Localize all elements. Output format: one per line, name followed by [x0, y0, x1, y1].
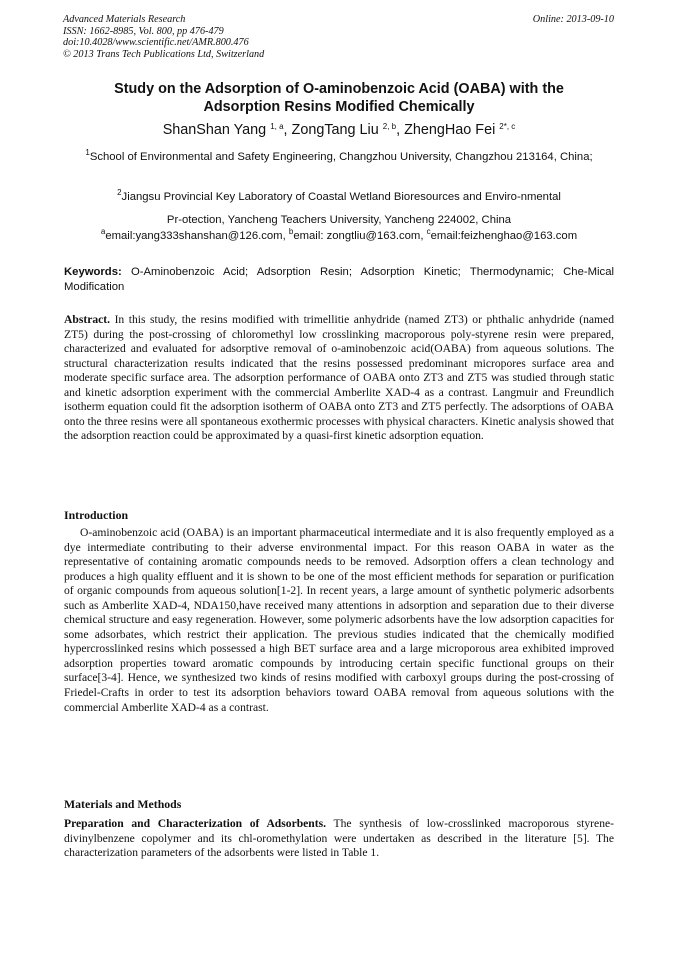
email-superscript: a [100, 227, 106, 236]
author-separator: , [396, 122, 405, 138]
preparation-paragraph [64, 817, 614, 861]
email-superscript: c [426, 227, 431, 236]
affiliation-superscript: 1 [85, 148, 90, 157]
email-text: email: zongtliu@163.com, [293, 230, 427, 242]
affiliation-text: Jiangsu Provincial Key Laboratory of Coastal Wetland Bioresources and Enviro-nmental [121, 191, 561, 203]
preparation-subheading: Preparation and Characterization of Adsorbents. [64, 817, 327, 830]
author-superscript: 2, b [382, 122, 397, 131]
email-list [50, 229, 628, 243]
materials-heading: Materials and Methods [64, 797, 182, 811]
journal-header [63, 14, 264, 60]
online-date: Online: 2013-09-10 [532, 14, 614, 25]
author-superscript: 1, a [270, 122, 284, 131]
abstract-paragraph [64, 313, 614, 444]
author-separator: , [283, 122, 292, 138]
affiliation-2 [64, 186, 614, 232]
author-list [50, 121, 628, 139]
abstract-label: Abstract. [64, 313, 111, 326]
author-name: ShanShan Yang [162, 122, 267, 138]
email-superscript: b [288, 227, 294, 236]
title-line-2: Adsorption Resins Modified Chemically [203, 98, 475, 115]
keywords-paragraph [64, 265, 614, 294]
author-superscript: 2*, c [499, 122, 516, 131]
preparation-text: The synthesis of low-crosslinked macroporous styrene-divinylbenzene copolymer and its chl-oromethylation were undertaken as described in the literature [5]. The characterization parameters of the adsorbents were listed in Table 1. [64, 817, 614, 860]
affiliation-2-line-1 [64, 186, 614, 209]
author-name: ZhengHao Fei [404, 122, 496, 138]
introduction-heading: Introduction [64, 508, 129, 522]
abstract-text: In this study, the resins modified with trimellitie anhydride (named ZT3) or phthalic anhydride (named ZT5) during the post-crossing of chloromethyl low crosslinking macroporous poly-styrene resin were prepared, characterized and evaluated for adsorptive removal of o-aminobenzoic acid(OABA) from aqueous solutions. The structural characterization results indicated that the resins possessed predominant micropores surface area and moderate specific surface area. The adsorption performance of OABA onto ZT3 and ZT5 was studied through static and kinetic adsorption experiment with the commercial Amberlite XAD-4 as a contrast. Langmuir and Freundlich isotherm equation could fit the adsorption isotherm of OABA onto ZT3 and ZT5 perfectly. The adsorptions of OABA onto the three resins were all spontaneous exothermic processes with physical characters. Kinetic analysis showed that the adsorption reaction could be approximated by a quasi-first kinetic adsorption equation. [64, 313, 614, 443]
affiliation-superscript: 2 [117, 188, 122, 197]
affiliation-1 [64, 150, 614, 166]
issn-line: ISSN: 1662-8985, Vol. 800, pp 476-479 [63, 25, 224, 37]
author-name: ZongTang Liu [291, 122, 379, 138]
email-text: email:feizhenghao@163.com [430, 230, 578, 242]
keywords-label: Keywords: [64, 266, 122, 278]
title-line-1: Study on the Adsorption of O-aminobenzoic Acid (OABA) with the [114, 81, 564, 97]
journal-name: Advanced Materials Research [63, 14, 186, 25]
affiliation-2-line-2: Pr-otection, Yancheng Teachers University, Yancheng 224002, China [166, 214, 512, 226]
keywords-text: O-Aminobenzoic Acid; Adsorption Resin; Adsorption Kinetic; Thermodynamic; Che-Mical Modification [64, 266, 614, 293]
email-text: email:yang333shanshan@126.com, [105, 230, 289, 242]
doi-line: doi:10.4028/www.scientific.net/AMR.800.476 [63, 37, 249, 49]
copyright-line: © 2013 Trans Tech Publications Ltd, Switzerland [63, 48, 265, 60]
introduction-paragraph: O-aminobenzoic acid (OABA) is an important pharmaceutical intermediate and it is also frequently employed as a dye intermediate contributing to their adverse environmental impact. For this reason OABA in water as the representative of containing aromatic compounds needs to be removed. Adsorption offers a clean technology and produces a high quality effluent and it is shown to be one of the most efficient methods for separation or purification of organic compounds from aqueous solution[1-2]. In recent years, a large amount of synthetic polymeric adsorbents such as Amberlite XAD-4, NDA150,have received many attentions in adsorption and separation due to their diverse chemical structure and easy regeneration. However, some polymeric adsorbents have the low adsorption capacities for some adsorbates, which restrict their application. The previous studies indicated that the chemically modified hypercrosslinked resins which possessed a high BET surface area and a large microporous area exhibited improved adsorption properties toward aromatic compounds by introducing certain specific functional groups on their surface[3-4]. Hence, we synthesized two kinds of resins modified with carboxyl groups during the post-crossing of Friedel-Crafts in order to test its adsorption behaviors toward OABA removal from aqueous solutions with the commercial Amberlite XAD-4 as a contrast. [64, 526, 614, 714]
paper-title [50, 81, 628, 116]
affiliation-text: School of Environmental and Safety Engineering, Changzhou University, Changzhou 213164, China; [89, 151, 593, 163]
